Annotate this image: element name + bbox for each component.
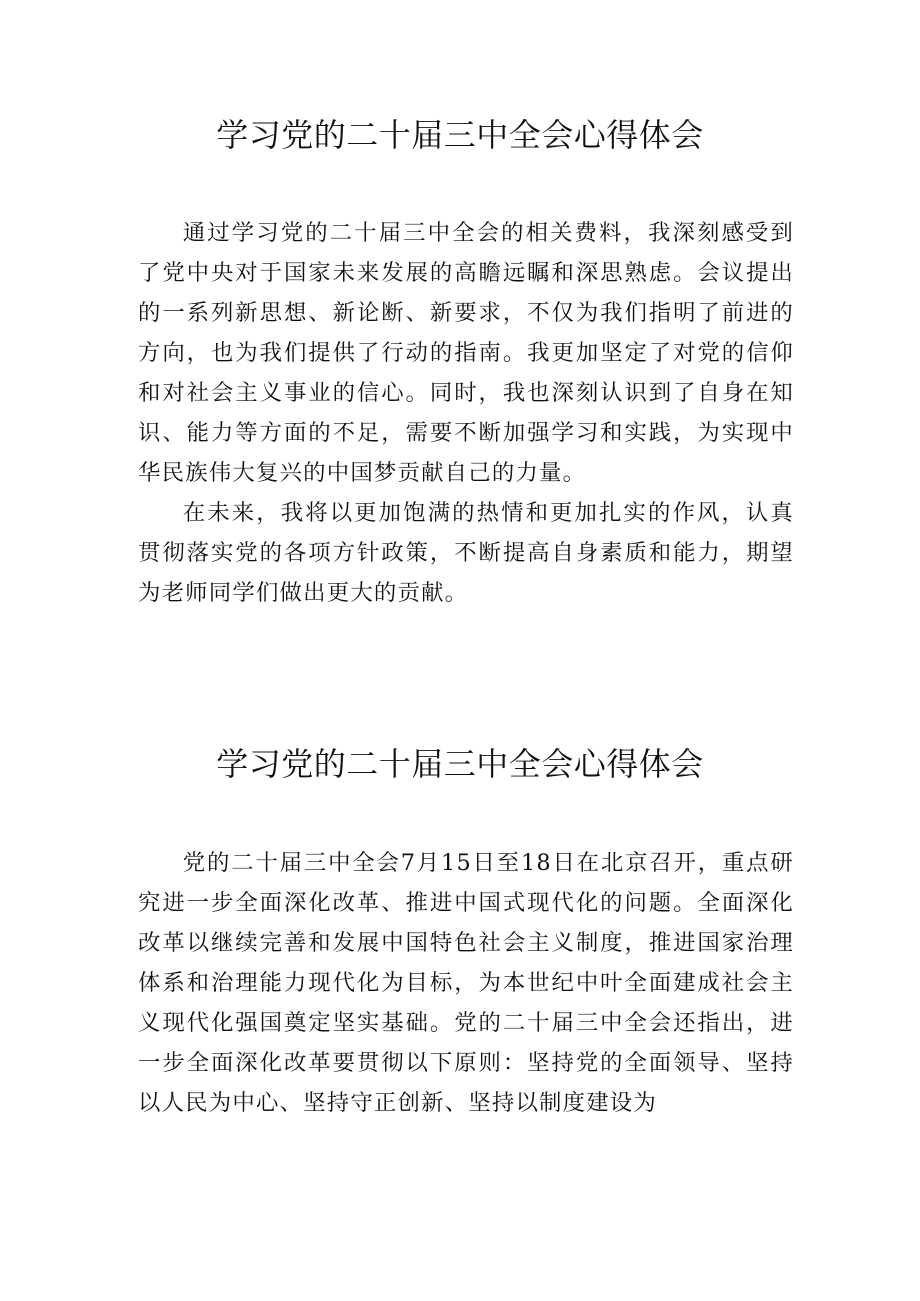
article-1-title: 学习党的二十届三中全会心得体会: [216, 116, 704, 154]
article-1-paragraph-1: 通过学习党的二十届三中全会的相关费料，我深刻感受到了党中央对于国家未来发展的高瞻远瞩和深思熟虑。会议提出的一系列新思想、新论断、新要求，不仅为我们指明了前进的方向，也为我们提供了行动的指南。我更加坚定了对党的信仰和对社会主义事业的信心。同时，我也深刻认识到了自身在知识、能力等方面的不足，需要不断加强学习和实践，为实现中华民族伟大复兴的中国梦贡献自己的力量。: [138, 220, 794, 486]
article-1-body: [138, 213, 794, 613]
article-1-paragraph-2: 在未来，我将以更加饱满的热情和更加扎实的作风，认真贯彻落实党的各项方针政策，不断提高自身素质和能力，期望为老师同学们做出更大的贡献。: [138, 500, 794, 606]
article-2-title: 学习党的二十届三中全会心得体会: [216, 745, 704, 783]
article-2-paragraph-1: 党的二十届三中全会7月15日至18日在北京召开，重点研究进一步全面深化改革、推进中国式现代化的问题。全面深化改革以继续完善和发展中国特色社会主义制度，推进国家治理体系和治理能力现代化为目标，为本世纪中叶全面建成社会主义现代化强国奠定坚实基础。党的二十届三中全会还指出，进一步全面深化改革要贯彻以下原则：坚持党的全面领导、坚持以人民为中心、坚持守正创新、坚持以制度建设为: [138, 850, 794, 1116]
article-2-body: [138, 843, 794, 1123]
